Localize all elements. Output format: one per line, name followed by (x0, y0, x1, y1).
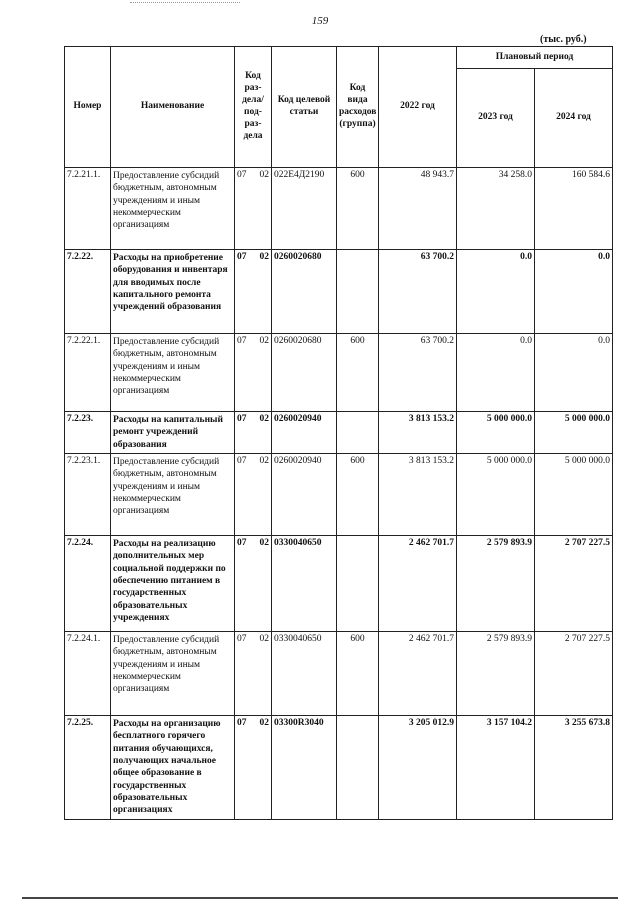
row-csr: 0260020940 (272, 454, 337, 536)
row-amount-2023: 5 000 000.0 (457, 412, 535, 454)
row-vr: 600 (337, 632, 379, 716)
row-number: 7.2.22. (65, 250, 111, 334)
row-podrazdel-code: 02 (259, 336, 269, 346)
table-row (65, 334, 613, 412)
row-number: 7.2.24. (65, 536, 111, 632)
header-planned-period: Плановый период (457, 47, 613, 69)
row-csr: 0260020680 (272, 250, 337, 334)
row-podrazdel-code: 02 (259, 456, 269, 467)
row-number: 7.2.23. (65, 412, 111, 454)
table-body (65, 168, 613, 820)
row-name: Расходы на капитальный ремонт учреждений образования (111, 412, 235, 454)
table-row (65, 250, 613, 334)
row-amount-2023: 0.0 (457, 334, 535, 412)
row-razdel (235, 716, 272, 820)
row-number: 7.2.24.1. (65, 632, 111, 716)
row-number: 7.2.22.1. (65, 334, 111, 412)
row-razdel-code: 07 (237, 252, 247, 262)
row-number: 7.2.25. (65, 716, 111, 820)
row-razdel-code: 07 (237, 414, 247, 424)
row-amount-2022: 48 943.7 (379, 168, 457, 250)
row-amount-2023: 2 579 893.9 (457, 632, 535, 716)
header-2023: 2023 год (457, 69, 535, 168)
row-amount-2023: 2 579 893.9 (457, 536, 535, 632)
page-number: 159 (311, 15, 329, 27)
row-amount-2022: 2 462 701.7 (379, 536, 457, 632)
row-csr: 0260020680 (272, 334, 337, 412)
row-name: Предоставление субсидий бюджетным, автономным учреждениям и иным некоммерческим организациям (111, 168, 235, 250)
row-amount-2022: 63 700.2 (379, 334, 457, 412)
row-razdel-code: 07 (237, 456, 247, 467)
row-vr: 600 (337, 168, 379, 250)
header-2024: 2024 год (535, 69, 613, 168)
row-amount-2024: 5 000 000.0 (535, 412, 613, 454)
row-amount-2023: 3 157 104.2 (457, 716, 535, 820)
row-razdel-code: 07 (237, 538, 247, 549)
row-amount-2022: 3 205 012.9 (379, 716, 457, 820)
bottom-rule (22, 897, 618, 899)
header-2022: 2022 год (379, 47, 457, 168)
table-row (65, 632, 613, 716)
row-name: Расходы на приобретение оборудования и инвентаря для вводимых после капитального ремонта учреждений образования (111, 250, 235, 334)
row-vr (337, 250, 379, 334)
header-csr: Код целевой статьи (272, 47, 337, 168)
table-row (65, 412, 613, 454)
row-razdel (235, 536, 272, 632)
row-razdel-code: 07 (237, 170, 247, 180)
row-vr (337, 716, 379, 820)
table-row (65, 716, 613, 820)
row-amount-2024: 2 707 227.5 (535, 632, 613, 716)
row-vr (337, 412, 379, 454)
row-vr: 600 (337, 454, 379, 536)
table-row (65, 168, 613, 250)
row-podrazdel-code: 02 (259, 538, 269, 549)
row-razdel (235, 412, 272, 454)
row-podrazdel-code: 02 (259, 252, 269, 262)
row-razdel (235, 454, 272, 536)
row-name: Предоставление субсидий бюджетным, автономным учреждениям и иным некоммерческим организациям (111, 334, 235, 412)
row-podrazdel-code: 02 (259, 718, 269, 729)
header-razdel: Код раз-дела/ под-раз-дела (235, 47, 272, 168)
row-amount-2022: 2 462 701.7 (379, 632, 457, 716)
table-row (65, 536, 613, 632)
header-number: Номер (65, 47, 111, 168)
row-amount-2022: 63 700.2 (379, 250, 457, 334)
row-number: 7.2.21.1. (65, 168, 111, 250)
row-razdel (235, 168, 272, 250)
row-name: Предоставление субсидий бюджетным, автономным учреждениям и иным некоммерческим организациям (111, 454, 235, 536)
row-razdel (235, 334, 272, 412)
row-csr: 03300R3040 (272, 716, 337, 820)
row-podrazdel-code: 02 (259, 170, 269, 180)
row-amount-2024: 2 707 227.5 (535, 536, 613, 632)
row-razdel-code: 07 (237, 634, 247, 645)
row-podrazdel-code: 02 (259, 414, 269, 424)
row-amount-2024: 5 000 000.0 (535, 454, 613, 536)
row-name: Предоставление субсидий бюджетным, автономным учреждениям и иным некоммерческим организациям (111, 632, 235, 716)
row-csr: 022Е4Д2190 (272, 168, 337, 250)
row-vr (337, 536, 379, 632)
row-amount-2024: 0.0 (535, 250, 613, 334)
budget-table (64, 46, 613, 820)
row-amount-2023: 5 000 000.0 (457, 454, 535, 536)
row-razdel-code: 07 (237, 718, 247, 729)
row-amount-2023: 34 258.0 (457, 168, 535, 250)
row-csr: 0260020940 (272, 412, 337, 454)
row-amount-2022: 3 813 153.2 (379, 412, 457, 454)
units-label: (тыс. руб.) (540, 34, 587, 45)
row-razdel-code: 07 (237, 336, 247, 346)
row-name: Расходы на организацию бесплатного горячего питания обучающихся, получающих начальное общее образование в государственных образовательных организациях (111, 716, 235, 820)
row-name: Расходы на реализацию дополнительных мер социальной поддержки по обеспечению питанием в государственных образовательных учреждениях (111, 536, 235, 632)
row-csr: 0330040650 (272, 536, 337, 632)
row-amount-2023: 0.0 (457, 250, 535, 334)
row-podrazdel-code: 02 (259, 634, 269, 645)
header-name: Наименование (111, 47, 235, 168)
row-razdel (235, 250, 272, 334)
top-dotted-line (130, 2, 240, 3)
row-csr: 0330040650 (272, 632, 337, 716)
header-row-top (65, 47, 613, 69)
row-amount-2024: 3 255 673.8 (535, 716, 613, 820)
header-vr: Код вида расходов (группа) (337, 47, 379, 168)
row-number: 7.2.23.1. (65, 454, 111, 536)
row-vr: 600 (337, 334, 379, 412)
table-row (65, 454, 613, 536)
row-amount-2024: 0.0 (535, 334, 613, 412)
row-amount-2024: 160 584.6 (535, 168, 613, 250)
row-amount-2022: 3 813 153.2 (379, 454, 457, 536)
row-razdel (235, 632, 272, 716)
